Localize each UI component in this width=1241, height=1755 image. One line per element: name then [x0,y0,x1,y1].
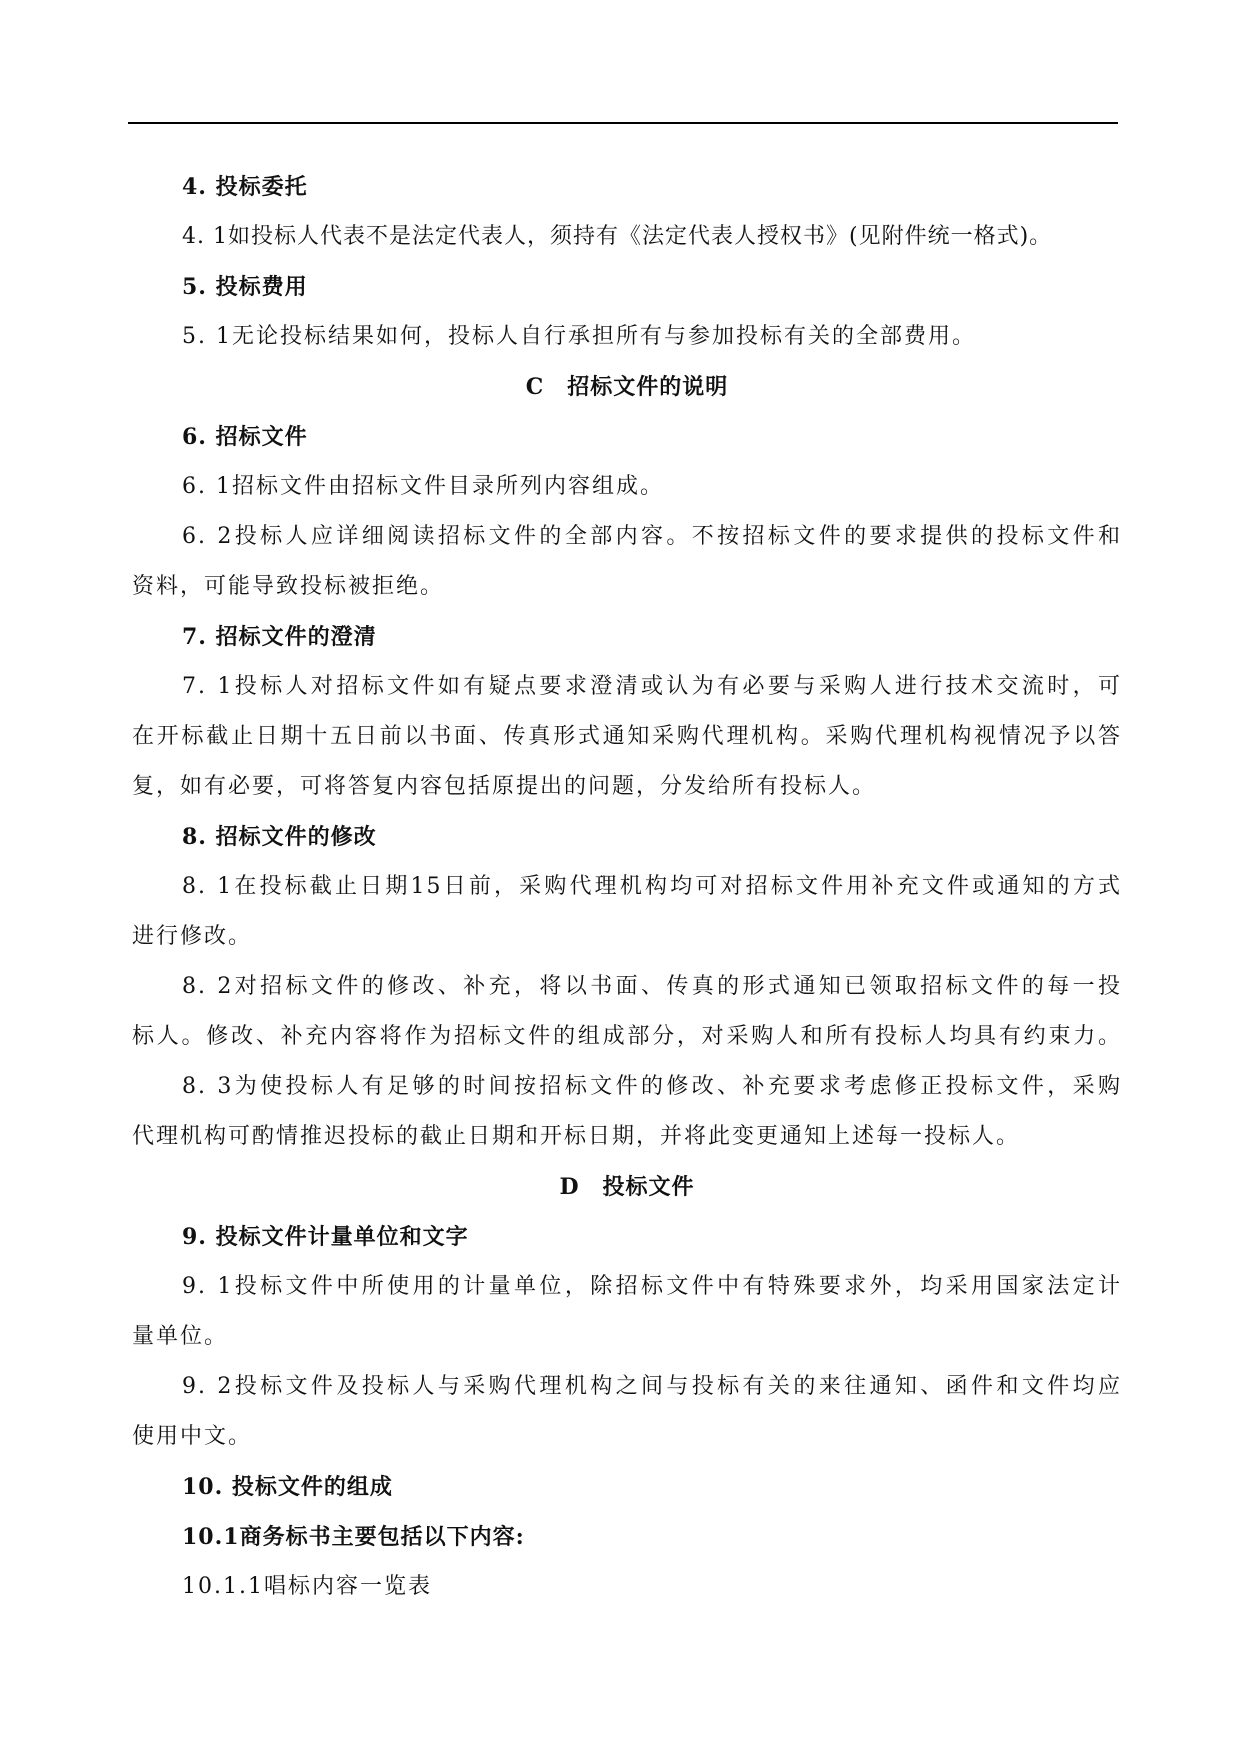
clause-6-2-line-2: 资料，可能导致投标被拒绝。 [132,574,445,599]
section-heading-9: 9. 投标文件计量单位和文字 [182,1224,469,1250]
clause-7-1-line-1: 7. 1投标人对招标文件如有疑点要求澄清或认为有必要与采购人进行技术交流时，可 [182,674,1122,699]
clause-8-1-line-1: 8. 1在投标截止日期15日前，采购代理机构均可对招标文件用补充文件或通知的方式 [182,874,1122,899]
clause-4-1: 4. 1如投标人代表不是法定代表人，须持有《法定代表人授权书》(见附件统一格式)。 [182,224,1053,249]
clause-5-1: 5. 1无论投标结果如何，投标人自行承担所有与参加投标有关的全部费用。 [182,324,976,349]
clause-6-1: 6. 1招标文件由招标文件目录所列内容组成。 [182,474,664,499]
clause-8-3-line-1: 8. 3为使投标人有足够的时间按招标文件的修改、补充要求考虑修正投标文件，采购 [182,1074,1122,1099]
clause-9-2-line-1: 9. 2投标文件及投标人与采购代理机构之间与投标有关的来往通知、函件和文件均应 [182,1374,1122,1399]
clause-8-1-line-2: 进行修改。 [132,924,253,949]
header-rule [128,122,1118,124]
clause-9-1-line-2: 量单位。 [132,1324,229,1349]
clause-10-1-1: 10.1.1唱标内容一览表 [182,1574,432,1599]
subsection-heading-10-1: 10.1商务标书主要包括以下内容: [182,1524,525,1550]
section-heading-6: 6. 招标文件 [182,424,308,450]
document-body [132,162,1122,1612]
part-c-heading: C 招标文件的说明 [525,374,729,400]
section-heading-8: 8. 招标文件的修改 [182,824,377,850]
clause-7-1-line-2: 在开标截止日期十五日前以书面、传真形式通知采购代理机构。采购代理机构视情况予以答 [132,724,1122,749]
clause-8-2-line-1: 8. 2对招标文件的修改、补充，将以书面、传真的形式通知已领取招标文件的每一投 [182,974,1122,999]
section-heading-10: 10. 投标文件的组成 [182,1474,393,1500]
clause-9-1-line-1: 9. 1投标文件中所使用的计量单位，除招标文件中有特殊要求外，均采用国家法定计 [182,1274,1122,1299]
clause-8-3-line-2: 代理机构可酌情推迟投标的截止日期和开标日期，并将此变更通知上述每一投标人。 [132,1124,1021,1149]
section-heading-5: 5. 投标费用 [182,274,308,300]
part-d-heading: D 投标文件 [559,1174,695,1200]
section-heading-7: 7. 招标文件的澄清 [182,624,377,650]
section-heading-4: 4. 投标委托 [182,174,308,200]
clause-7-1-line-3: 复，如有必要，可将答复内容包括原提出的问题，分发给所有投标人。 [132,774,877,799]
clause-8-2-line-2: 标人。修改、补充内容将作为招标文件的组成部分，对采购人和所有投标人均具有约束力。 [132,1024,1122,1049]
clause-9-2-line-2: 使用中文。 [132,1424,253,1449]
clause-6-2-line-1: 6. 2投标人应详细阅读招标文件的全部内容。不按招标文件的要求提供的投标文件和 [182,524,1122,549]
